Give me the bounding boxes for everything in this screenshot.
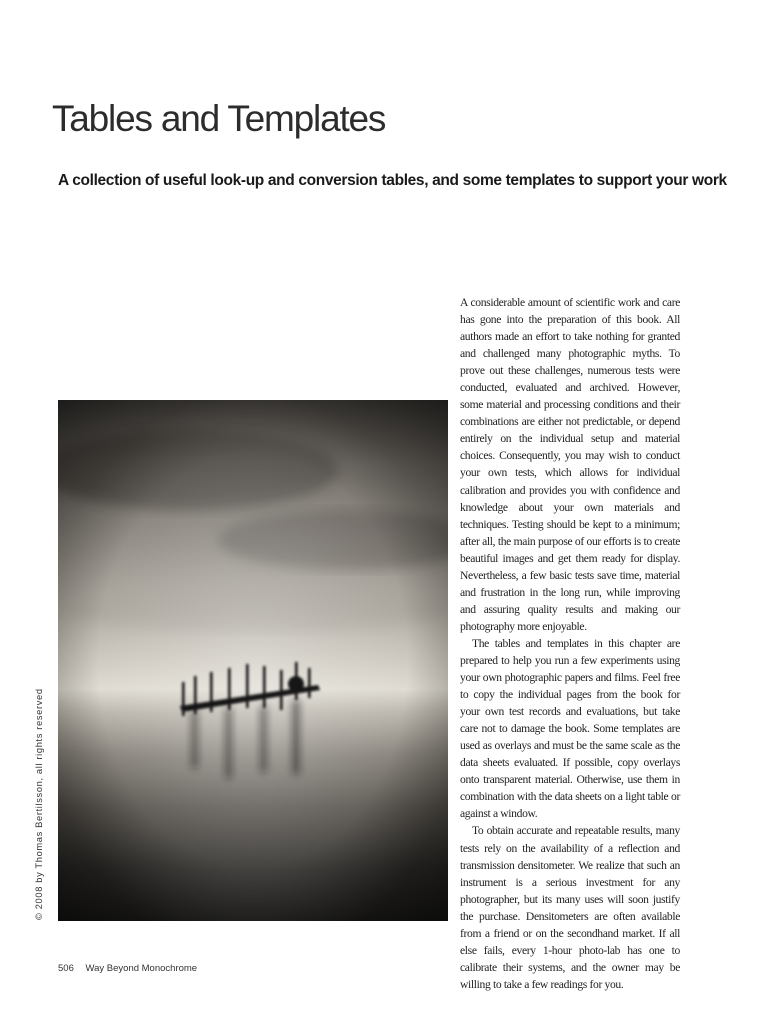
page-title: Tables and Templates — [52, 98, 386, 139]
page-footer — [58, 963, 197, 974]
page-subtitle: A collection of useful look-up and conversion tables, and some templates to support your work — [58, 172, 727, 189]
book-title: Way Beyond Monochrome — [85, 963, 198, 974]
body-paragraph: To obtain accurate and repeatable results, many tests rely on the availability of a reflection and transmission densitometer. We realize that such an instrument is a serious investment for any photographer, but its many uses will soon justify the purchase. Densitometers are often available from a friend or on the secondhand market. If all else fails, every 1-hour photo-lab has one to calibrate their systems, and the owner may be willing to take a few readings for you. — [460, 824, 680, 991]
body-text — [460, 294, 680, 993]
page-number: 506 — [58, 963, 74, 974]
body-paragraph: A considerable amount of scientific work and care has gone into the preparation of this book. All authors made an effort to take nothing for granted and challenged many photographic myths. To prove out these challenges, numerous tests were conducted, evaluated and archived. However, some material and processing conditions and their combinations are either not predictable, or depend entirely on the individual setup and material choices. Consequently, you may wish to conduct your own tests, which allows for individual calibration and provides you with confidence and knowledge about your own materials and techniques. Testing should be kept to a minimum; after all, the main purpose of our efforts is to create beautiful images and get them ready for display. Nevertheless, a few basic tests save time, material and frustration in the long run, while improving and assuring quality results and making our photography more enjoyable. — [460, 296, 680, 633]
pier-photograph — [58, 400, 448, 921]
body-paragraph: The tables and templates in this chapter are prepared to help you run a few experiments using your own photographic papers and films. Feel free to copy the individual pages from the book for your own test records and evaluations, but take care not to damage the book. Some templates are used as overlays and must be the same scale as the data sheets evaluated. If possible, copy overlays onto transparent material. Otherwise, use them in combination with the data sheets on a light table or against a window. — [460, 636, 680, 821]
photo-credit: © 2008 by Thomas Bertilsson, all rights reserved — [34, 688, 44, 920]
